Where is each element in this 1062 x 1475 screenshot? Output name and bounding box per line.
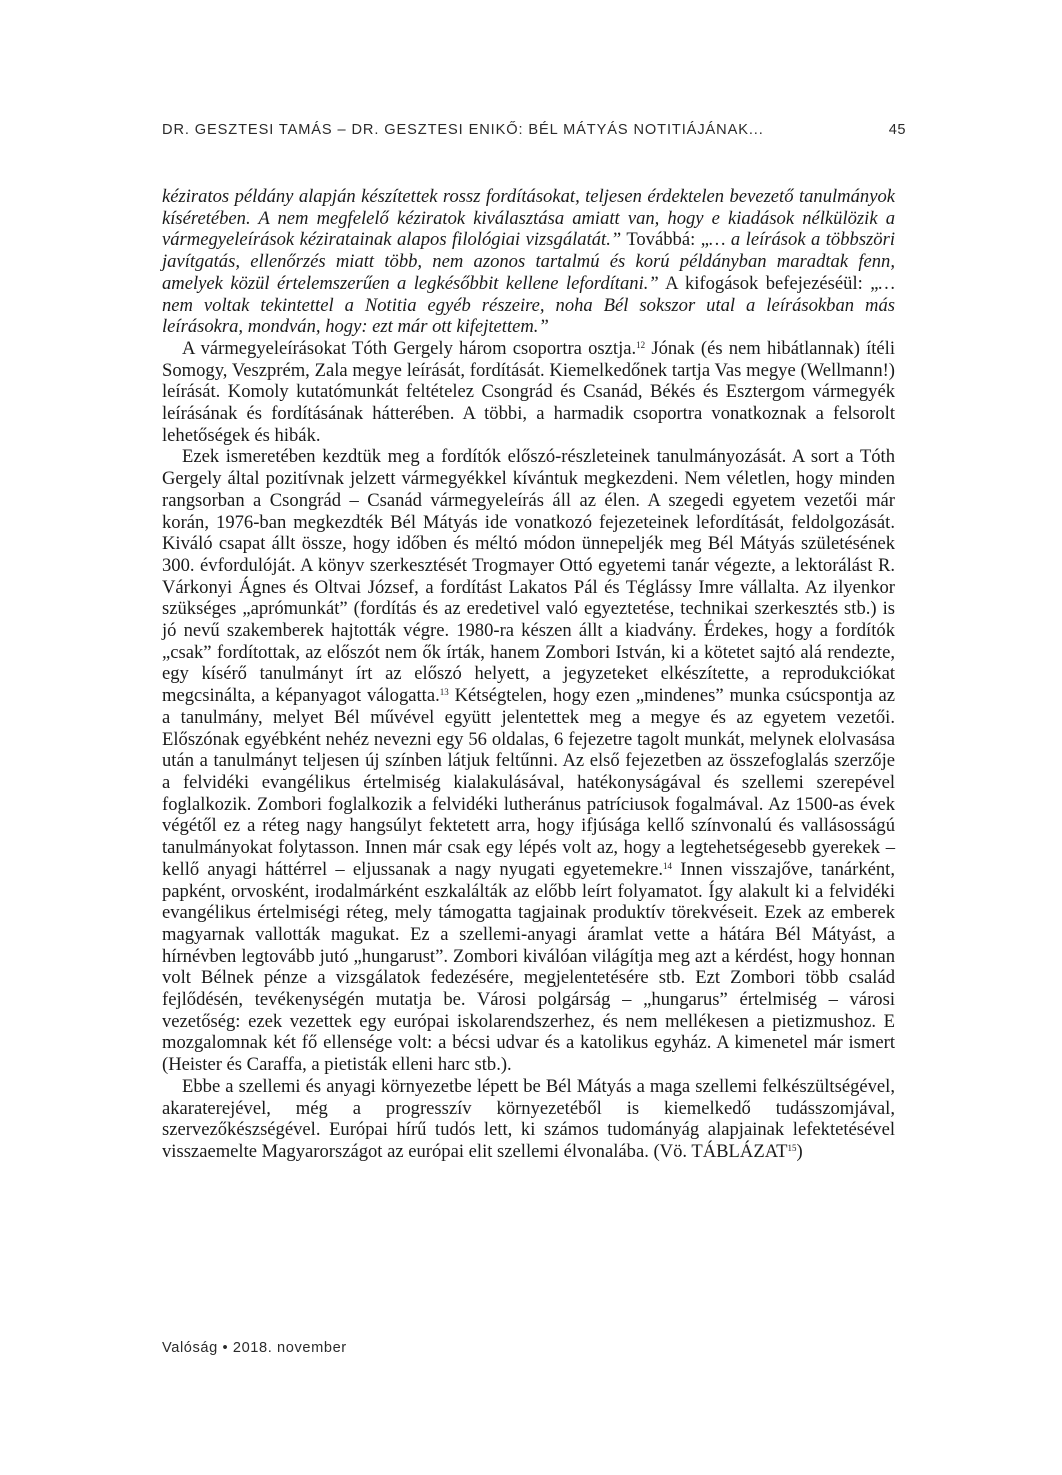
footnote-ref-14: 14 <box>663 860 673 871</box>
footnote-ref-12: 12 <box>636 339 646 350</box>
footnote-ref-15: 15 <box>787 1142 797 1153</box>
footnote-ref-13: 13 <box>439 687 449 698</box>
page-footer: Valóság • 2018. november <box>162 1340 347 1356</box>
running-title: DR. GESZTESI TAMÁS – DR. GESZTESI ENIKŐ: BÉL MÁTYÁS NOTITIÁJÁNAK... <box>162 122 764 138</box>
quote-italic-2: … a leírások a többszöri javítgatás, ellenőrzés miatt több, nem azonos tartalmú és korú példányban maradtak fenn, amelyek közül értelemszerűen a legkésőbbit kellene lefordítani.” <box>162 229 895 294</box>
article-body <box>162 186 895 1163</box>
paragraph-bel-matyas <box>162 1076 895 1163</box>
paragraph-text: A vármegyeleírásokat Tóth Gergely három csoportra osztja. <box>182 337 637 359</box>
paragraph-zombori-study <box>162 446 895 1075</box>
paragraph-text: Kétségtelen, hogy ezen „mindenes” munka csúcspontja az a tanulmány, melyet Bél művével együtt jelentettek meg a megye és az egyetem vezetői. Előszónak egyébként nehéz nevezni egy 56 oldalas, 6 fejezetre tagolt munkát, melynek elolvasása után a tanulmányt teljesen új színben látjuk feltűnni. Az első fejezetben az összefoglalás szerzője a felvidéki evangélikus értelmiség kialakulásával, hatékonyságával és szellemi szerepével foglalkozik. Zombori foglalkozik a felvidéki lutheránus patríciusok fogalmával. Az 1500-as évek végétől ez a réteg nagy hangsúlyt fektetett arra, hogy ifjúsága kellő színvonalú és vallásosságú tanulmányokat folytasson. Innen már csak egy lépés volt az, hogy a legtehetségesebb gyerekek – kellő anyagi háttérrel – eljussanak a nagy nyugati egyetemekre. <box>162 685 896 880</box>
closing-paren: ) <box>796 1140 803 1162</box>
quote-italic-3: … nem voltak tekintettel a Notitia egyéb részeire, noha Bél sokszor utal a leírásokban más leírásokra, mondván, hogy: ezt már ott kifejtettem.” <box>162 272 896 338</box>
paragraph-toth-groups <box>162 338 895 447</box>
paragraph-text: Ebbe a szellemi és anyagi környezetbe lépett be Bél Mátyás a maga szellemi felkészültségével, akaraterejével, még a progresszív környezetéből is kiemelkedő tudásszomjával, szervezőkészségével. Európai hírű tudós lett, ki számos tudományág alapjainak lefektetésével visszaemelte Magyarországot az európai elit szellemi élvonalába. (Vö. TÁBLÁZAT <box>162 1075 895 1162</box>
quote-italic-1: kéziratos példány alapján készítettek rossz fordításokat, teljesen érdektelen bevezető tanulmányok kíséretében. A nem megfelelő kéziratok kiválasztása amiatt van, hogy e kiadások nélkülözik a vármegyeleírások kéziratainak alapos filológiai vizsgálatát.” <box>162 186 895 251</box>
page-number: 45 <box>888 122 906 138</box>
running-header <box>162 122 906 144</box>
paragraph-text: Ezek ismeretében kezdtük meg a fordítók előszó-részleteinek tanulmányozását. A sort a Tóth Gergely által pozitívnak jelzett vármegyékkel kívántuk megkezdeni. Nem véletlen, hogy minden rangsorban a Csongrád – Csanád vármegyeleírás áll az élen. A szegedi egyetem vezetői már korán, 1976-ban megkezdték Bél Mátyás ide vonatkozó fejezeteinek lefordítását, feldolgozását. Kiváló csapat állt össze, hogy időben és méltó módon ünnepeljék meg Bél Mátyás születésének 300. évfordulóját. A könyv szerkesztését Trogmayer Ottó egyetemi tanár végezte, a lektorálást R. Várkonyi Ágnes és Oltvai József, a fordítást Lakatos Pál és Téglássy Imre vállalta. Az ilyenkor szükséges „aprómunkát” (fordítás és az eredetivel való egyeztetése, technikai szerkesztés stb.) is jó nevű szakemberek hajtották végre. 1980-ra készen állt a kiadvány. Érdekes, hogy a fordítók „csak” fordítottak, az előszót nem ők írták, hanem Zombori István, ki a kötetet sajtó alá rendezte, egy kísérő tanulmányt írt az előszó helyett, a jegyzeteket elkészítette, a reprodukciókat megcsinálta, a képanyagot válogatta. <box>162 446 895 707</box>
paragraph-text: Jónak (és nem hibátlannak) ítéli Somogy, Veszprém, Zala megye leírását, fordítását. Kiemelkedőnek tartja Vas megye (Wellmann!) leírását. Komoly kutatómunkát feltételez Csongrád és Csanád, Békés és Esztergom vármegyék leírásának és fordításának hátterében. A többi, a harmadik csoportra vonatkoznak a felsorolt lehetőségek és hibák. <box>162 337 895 446</box>
quote-plain-2: A kifogások befejezéséül: „ <box>658 272 879 294</box>
paragraph-text: Innen visszajőve, tanárként, papként, orvosként, irodalmárként eszkalálták az előbb leírt folyamatot. Így alakult ki a felvidéki evangélikus értelmiségi réteg, mely támogatta tagjainak produktív törekvéseit. Ezek az emberek magyarnak vallották magukat. Ez a szellemi-anyagi áramlat vette a hátára Bél Mátyást, a hírnévben legtovább jutó „hungarust”. Zombori kiválóan világítja meg azt a kérdést, hogy honnan volt Bélnek pénze a vizsgálatok fedezésére, megjelentetésére stb. Ezt Zombori több család fejlődésén, tevékenységén mutatja be. Városi polgárság – „hungarus” értelmiség – városi vezetőség: ezek vezettek egy európai iskolarendszerhez, és nem mellékesen a pietizmushoz. E mozgalomnak két fő ellensége volt: a bécsi udvar és a katolikus egyház. A kimenetel már ismert (Heister és Caraffa, a pietisták elleni harc stb.). <box>162 858 895 1076</box>
quote-plain-1: Továbbá: „ <box>621 229 709 251</box>
paragraph-quotation <box>162 186 895 338</box>
